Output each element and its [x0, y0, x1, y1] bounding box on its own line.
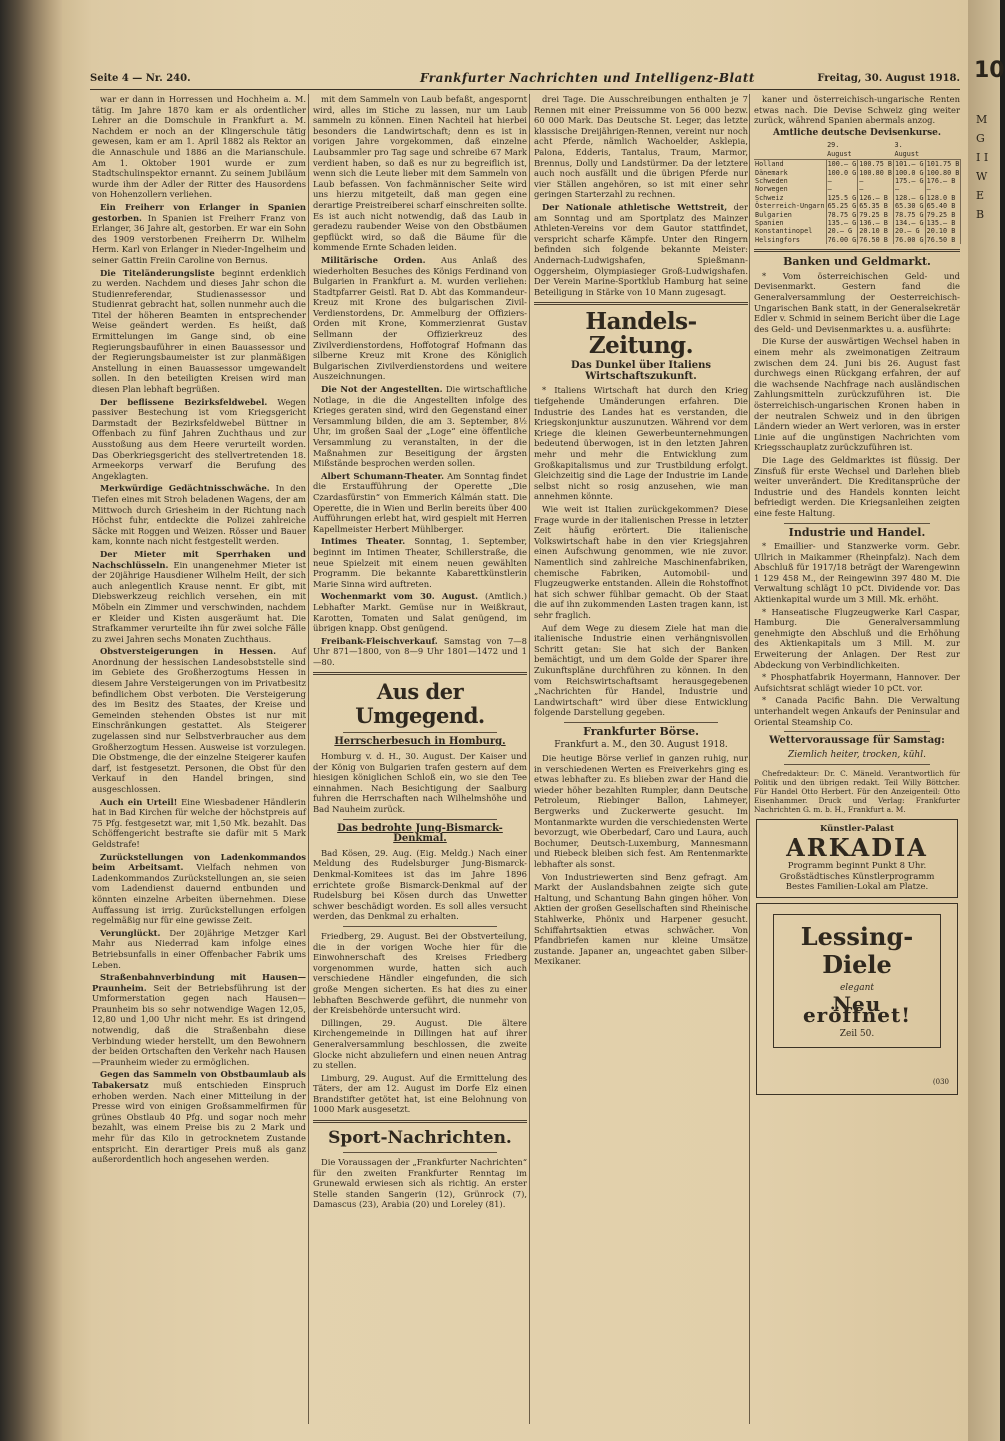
article-text: der am Sonntag und am Sportplatz des Mainzer Athleten-Vereins vor dem Gautor stattfindet, verspricht scharfe Kämpfe. Unter den Ringern befinden sich folgende bekannte Meister: Andernach-Ludwigshafen, Spießmann-Oggersheim, Olympiasieger Groß-Ludwigshafen. Der Verein Marine-Sportklub Hamburg hat seine Beteiligung in Stärke von 10 Mann zugesagt.	[534, 201, 748, 297]
currency-name: Bulgarien	[754, 211, 826, 219]
article-text: Der 20jährige Metzger Karl Mahr aus Niederrad kam infolge eines Betriebsunfalls in einer Offenbacher Fabrik ums Leben.	[92, 927, 306, 970]
article-text: war er dann in Horressen und Hochheim a. M. tätig. Im Jahre 1870 kam er als ordentlicher Lehrer an die Domschule in Frankfurt a. M. Nachdem er noch an der Klingerschule tätig gewesen, kam er am 1. April 1882 als Rektor an die Annaschule und 1886 an die Marianschule. Am 1. Oktober 1901 wurde er zum Stadtschulinspektor ernannt. Zu seinem Jubiläum wurde ihm der Adler der Ritter des Hausordens von Hohenzollern verliehen.	[92, 94, 306, 200]
divider	[784, 731, 930, 732]
article-text: muß entschieden Einspruch erhoben werden. Nach einer Mitteilung in der Presse wird von einigen Großsammelfirmen für grünes Obstlaub 40 Pfg. und sogar noch mehr bezahlt, was einem Preise bis zu 2 Mark und mehr für das Kilo in getrocknetem Zustande entspricht. Ein derartiger Preis muß als ganz außerordentlich hoch angesehen werden.	[92, 1080, 306, 1165]
article-text: * Canada Pacific Bahn. Die Verwaltung unterhandelt wegen Ankaufs der Peninsular and Oriental Steamship Co.	[754, 695, 960, 727]
issue-date: Freitag, 30. August 1918.	[817, 73, 960, 84]
ad-line: Programm beginnt Punkt 8 Uhr.	[787, 860, 927, 871]
currency-name: Norwegen	[754, 185, 826, 193]
divider	[343, 926, 497, 927]
currency-name: Schweden	[754, 177, 826, 185]
column-3	[534, 94, 748, 1424]
rate-cell: 100.75 B	[859, 160, 892, 169]
ad-line: elegant	[839, 982, 875, 993]
article-text: Wie weit ist Italien zurückgekommen? Diese Frage wurde in der italienischen Presse in letzter Zeit häufig erörtert. Die italienische Volkswirtschaft habe in den vier Kriegsjahren einen Aufschwung genommen, wie nie zuvor. Namentlich sind zahlreiche Maschinenfabriken, chemische Fabriken, Automobil- und Flugzeugwerke entstanden. Allein die Rohstoffnot hat sich schwer fühlbar gemacht. Ob der Staat die auf ihn zukommenden Lasten tragen kann, ist sehr fraglich.	[534, 504, 748, 620]
currency-name: Österreich-Ungarn	[755, 202, 825, 211]
article-text: Samstag von 7—8 Uhr 871—1800, von 8—9 Uhr 1801—1472 und 1—80.	[313, 635, 527, 667]
rate-cell: —	[858, 185, 894, 193]
section-rule	[313, 672, 527, 675]
weather-title: Wettervoraussage für Samstag:	[769, 735, 945, 747]
adjacent-page-text: M G I I W E B	[976, 113, 989, 221]
rate-cell: 134.— G	[894, 219, 924, 228]
boerse-date: Frankfurt a. M., den 30. August 1918.	[554, 740, 728, 751]
divider	[784, 764, 930, 765]
rate-cell: 101.75 B	[926, 160, 960, 169]
rate-cell: 128.0 B	[925, 194, 961, 202]
column-header	[858, 140, 894, 159]
column-4	[754, 94, 960, 1424]
newspaper-page	[62, 0, 968, 1441]
article-text: kaner und österreichisch-ungarische Renten etwas nach. Die Devise Schweiz ging weiter zurück, während Spanien abermals anzog.	[754, 94, 960, 126]
rate-cell: 135.— B	[925, 219, 961, 227]
ad-line: Bestes Familien-Lokal am Platze.	[785, 882, 929, 893]
rate-cell: 100.0 G	[827, 168, 857, 177]
rate-cell: —	[893, 185, 925, 193]
section-title-banken: Banken und Geldmarkt.	[783, 255, 931, 269]
rate-cell: 135.— G	[827, 219, 857, 228]
weather-forecast: Ziemlich heiter, trocken, kühl.	[788, 749, 926, 760]
rate-cell: 78.75 G	[827, 210, 857, 219]
column-header	[754, 140, 826, 159]
article-text: Die Kurse der auswärtigen Wechsel haben in einem mehr als zweimonatigen Zeitraum zwischen dem 24. Juni bis 26. August fast durchwegs einen Rückgang erfahren, der auf die wachsende Nachfrage nach ausländischen Zahlungsmitteln zurückzuführen ist. Die österreichisch-ungarischen Kronen haben in der neutralen Schweiz und in den übrigen Ländern wieder an Wert verloren, was in erster Linie auf die ungünstigen Nachrichten vom Kriegsschauplatz zurückzuführen ist.	[754, 336, 960, 453]
article-text: * Hanseatische Flugzeugwerke Karl Caspar, Hamburg. Die Generalversammlung genehmigte den Abschluß und die Erhöhung des Aktienkapitals um 3 Mill. M. zur Erweiterung der Anlagen. Der Rest zur Abdeckung von Verbindlichkeiten.	[754, 606, 960, 670]
rate-cell: 76.00 G	[827, 235, 857, 244]
article-text: mit dem Sammeln von Laub befaßt, angespornt wird, alles im Stiche zu lassen, nur um Laub sammeln zu können. Einen Nachteil hat hierbei besonders die Landwirtschaft; denn es ist in vorigen Jahre vorgekommen, daß einzelne Laubsammler pro Tag sage und schreibe 67 Mark verdient haben, so daß es nur zu begreiflich ist, wenn sich die Leute lieber mit dem Sammeln von Laub befassen. Von fachmännischer Seite wird uns hierzu mitgeteilt, daß man gegen eine derartige Preistreiberei scharf einschreiten sollte. Es ist auch nicht notwendig, daß das Laub in geradezu raubender Weise von den Obstbäumen gepflückt wird, so daß die Bäume für die kommende Ernte Schaden leiden.	[313, 94, 527, 253]
divider	[784, 523, 930, 524]
table-row	[754, 202, 961, 210]
article-text: beginnt erdenklich zu werden. Nachdem und dieses Jahr schon die Studienreferendar, Studienassessor und Studienrat gebracht hat, sollen nunmehr auch die Titel der höheren Beamten in entsprechender Weise geändert werden. Es heißt, daß Ermittelungen im Gange sind, ob eine Regierungsbauführer in einen Bauassessor und der Regierungsbaumeister ist zur planmäßigen Anstellung in einen Bauassessor umgewandelt sollen. In den beteiligten Kreisen wird man diesen Plan lebhaft begrüßen.	[92, 267, 306, 395]
article-heading: Merkwürdige Gedächtnisschwäche.	[100, 483, 270, 494]
table-row	[754, 211, 961, 219]
masthead: Frankfurter Nachrichten und Intelligenz-Blatt	[420, 71, 755, 85]
header-rule	[90, 89, 960, 90]
article-text: Ein unangenehmer Mieter ist der 20jährige Hausdiener Wilhelm Heilt, der sich auch anlegentlich Krause nennt. Er gibt, mit Diebswerkzeug reichlich versehen, ein mit Möbeln ein Zimmer und verschwinden, nachdem er Kleider und Kisten ausgeräumt hat. Die Strafkammer verurteilte ihn für zwei solche Fälle zu zwei Jahren sechs Monaten Zuchthaus.	[92, 559, 306, 644]
article-heading: Verunglückt.	[100, 927, 161, 938]
rate-cell: 76.50 B	[858, 236, 894, 244]
rate-cell: 20.10 B	[858, 227, 894, 235]
divider	[343, 1152, 497, 1153]
section-title-sport: Sport-Nachrichten.	[328, 1128, 512, 1149]
rate-cell: 126.— B	[858, 194, 894, 202]
rate-cell: 20.— G	[826, 227, 858, 235]
advertisement-lessing-diele	[756, 903, 958, 1095]
article-text: Vielfach nehmen von Ladenkommandos Zurückstellungen an, sie seien vom Ladendienst dauernd entbunden und könnten einzelne Arbeiten übernehmen. Diese Auffassung ist irrig. Zurückstellungen erfolgen regelmäßig nur für eine gewisse Zeit.	[92, 862, 307, 926]
article-text: Dillingen, 29. August. Die ältere Kirchengemeinde in Dillingen hat auf ihrer Generalversammlung beschlossen, die zweite Glocke nicht abzuliefern und einen neuen Antrag zu stellen.	[313, 1017, 527, 1071]
section-title-umgegend: Aus der Umgegend.	[355, 679, 485, 729]
rate-cell: 100.0 G	[894, 168, 924, 177]
column-rule	[749, 94, 750, 1424]
page-number: Seite 4 — Nr. 240.	[90, 73, 191, 84]
devisen-title: Amtliche deutsche Devisenkurse.	[772, 127, 942, 138]
rate-cell: 100.80 B	[926, 168, 960, 177]
subheading-herrscherbesuch: Herrscherbesuch in Homburg.	[334, 736, 506, 748]
rate-cell: 20.— G	[893, 227, 925, 235]
rate-cell: 65.40 B	[925, 202, 961, 210]
adjacent-page-number: 10	[974, 58, 1005, 83]
section-rule	[534, 302, 748, 305]
rate-cell: 176.— B	[925, 177, 961, 185]
table-header-row	[754, 140, 961, 159]
currency-name: Holland	[754, 160, 826, 169]
rate-cell: 76.00 G	[894, 235, 924, 244]
article-text: Von Industriewerten sind Benz gefragt. Am Markt der Auslandsbahnen zeigte sich gute Haltung, und Schantung Bahn gingen höher. Von Aktien der großen Gesellschaften sind Rheinische Stahlwerke, Phönix und Harpener gesucht. Schiffahrtsaktien etwas schwächer. Von Pfandbriefen kamen nur kleine Umsätze zustande. Japaner an, ungeachtet gaben Silber-Mexikaner.	[534, 871, 748, 967]
article-heading: Die Not der Angestellten.	[321, 384, 443, 395]
section-rule	[313, 1120, 527, 1123]
section-rule	[754, 249, 960, 252]
divider	[564, 722, 718, 723]
ad-frame	[773, 914, 941, 1048]
ad-line: Großstädtisches Künstlerprogramm	[779, 871, 935, 882]
subheading-italien: Das Dunkel über Italiens Wirtschaftszukunft.	[570, 360, 712, 382]
column-header: 3. August	[893, 140, 925, 159]
article-text: Aus Anlaß des wiederholten Besuches des Königs Ferdinand von Bulgarien in Frankfurt a. M. wurden verliehen: Stadtpfarrer Geistl. Rat D. Abt das Kommandeur-Kreuz mit Krone des bulgarischen Zivil-Verdienstordens, Dr. Ammelburg der Offiziers-Orden mit Krone, Kommerzienrat Gustav Sellmann der Offizierkreuz des Zivilverdienstordens, Hoffotograf Hofmann das silberne Kreuz mit Krone des Königlich Bulgarischen Zivilverdienstordens und weitere Auszeichnungen.	[313, 254, 527, 382]
article-text: Die heutige Börse verlief in ganzen ruhig, nur in verschiedenen Werten es Freiverkehrs ging es etwas lebhafter zu. Es blieben zwar der Hand die wieder höher bezahlten Rumpler, dann Deutsche Petroleum, Riebinger Ballon, Lahmeyer, Bergwerks und Zuckerwerte gesucht. Im Montanmarkte wurden die verschiedensten Werte bevorzugt, wie Oberbedarf, Caro und Laura, auch Bochumer, Deutsch-Luxemburg, Mannesmann und Riebeck bleiben sich fest. Am Rentenmarkte lebhafter als sonst.	[534, 753, 748, 869]
rate-cell: —	[826, 185, 858, 193]
article-text: Auf dem Wege zu diesem Ziele hat man die italienische Industrie einen verhängnisvollen Schritt getan: Sie hat sich der Banken bemächtigt, und um dem Golde der Sparer ihre Zukunftspläne durchführen zu können. In den vom Reichswirtschaftsamt herausgegebenen „Nachrichten für Handel, Industrie und Landwirtschaft“ wird über diese Entwicklung folgende Darstellung gegeben.	[534, 622, 748, 718]
advertisement-arkadia	[756, 819, 958, 897]
article-text: * Phosphatfabrik Hoyermann, Hannover. Der Aufsichtsrat schlägt wieder 10 pCt. vor.	[754, 672, 960, 693]
table-row	[754, 169, 961, 177]
article-heading: Der beflissene Bezirksfeldwebel.	[100, 396, 268, 407]
rate-cell: —	[858, 177, 894, 185]
rate-cell: 100.— G	[827, 160, 857, 169]
rate-cell: 101.— G	[894, 160, 924, 169]
article-heading: Auch ein Urteil!	[100, 796, 178, 807]
article-heading: Freibank-Fleischverkauf.	[321, 635, 438, 646]
column-rule	[308, 94, 309, 1424]
rate-cell: 65.25 G	[827, 202, 857, 211]
ad-address: Zeil 50.	[839, 1028, 875, 1039]
article-text: Die wirtschaftliche Notlage, in die die Angestellten infolge des Krieges geraten sind, wird den Gegenstand einer Versammlung bilden, die am 3. September, 8½ Uhr, im großen Saal der „Loge“ eine öffentliche Versammlung zu veranstalten, in der die Maßnahmen zur Beseitigung der ärgsten Mißstände besprochen werden sollen.	[313, 384, 527, 469]
table-row	[754, 194, 961, 202]
table-row	[754, 236, 961, 244]
article-heading: Ein Freiherr von Erlanger in Spanien gestorben.	[92, 201, 306, 223]
article-heading: Straßenbahnverbindung mit Hausen—Praunheim.	[92, 972, 306, 993]
article-heading: Der Mieter mit Sperrhaken und Nachschlüsseln.	[92, 548, 306, 570]
article-heading: Wochenmarkt vom 30. August.	[321, 591, 478, 602]
rate-cell: 20.10 B	[925, 227, 961, 235]
article-text: (Amtlich.) Lebhafter Markt. Gemüse nur in Weißkraut, Karotten, Tomaten und Salat genügend, im übrigen knapp. Obst genügend.	[313, 591, 527, 634]
rate-cell: 128.— G	[894, 193, 924, 202]
article-text: Seit der Betriebsführung ist der Umformerstation gegen nach Hausen—Praunheim bis so sehr notwendige Wagen 12,05, 12,80 und 1,00 Uhr nicht mehr. Es ist dringend notwendig, daß die Straßenbahn diese Verbindung wieder herstellt, um den Bewohnern der beiden Ortschaften den Verkehr nach Hausen—Praunheim wieder zu ermöglichen.	[92, 982, 306, 1067]
ad-title: Lessing-Diele	[800, 921, 914, 979]
impressum: Chefredakteur: Dr. C. Mäneld. Verantwortlich für Politik und den übrigen redakt. Teil Willy Böttcher. Für Handel Otto Herbert. Für den Anzeigenteil: Otto Eisenhammer. Druck und Verlag: Frankfurter Nachrichten G. m. b. H., Frankfurt a. M.	[754, 769, 960, 815]
page-header	[90, 70, 960, 90]
article-text: Friedberg, 29. August. Bei der Obstverteilung, die in der vorigen Woche hier für die Einwohnerschaft des Kreises Friedberg vorgenommen wurde, hatten sich auch verschiedene Händler eingefunden, die sich große Mengen sicherten. Es hat dies zu einer lebhaften Beschwerde geführt, die nunmehr von der Kreisbehörde untersucht wird.	[313, 930, 527, 1016]
article-text: * Emaillier- und Stanzwerke vorm. Gebr. Ullrich in Maikammer (Rheinpfalz). Nach dem Abschluß für 1917/18 beträgt der Warengewinn 1 129 458 M., der Reingewinn 397 480 M. Die Verwaltung schlägt 10 pCt. Dividende vor. Das Aktienkapital wurde um 3 Mill. Mk. erhöht.	[754, 541, 960, 605]
article-text: In den Tiefen eines mit Stroh beladenen Wagens, der am Mittwoch durch Griesheim in der Richtung nach Höchst fuhr, entdeckte die Polizei zahlreiche Säcke mit Roggen und Weizen. Rösser und Bauer kam, konnte nach nicht festgestellt werden.	[92, 483, 306, 547]
article-text: drei Tage. Die Ausschreibungen enthalten je 7 Rennen mit einer Preissumme von 56 000 bezw. 60 000 Mark. Das Deutsche St. Leger, das letzte klassische Dreijährigen-Rennen, vereint nur noch acht Pferde, nämlich Wachoelder, Asklepia, Palona, Edderis, Tantalus, Traum, Marmor, Brennus, Dolly und Landstürmer. Da der letztere auch noch ausfällt und die übrigen Pferde nur vier Ställen angehören, so ist mit einer sehr geringen Starterzahl zu rechnen.	[534, 94, 748, 200]
article-heading: Obstversteigerungen in Hessen.	[100, 646, 277, 657]
currency-name: Konstantinopel	[754, 227, 826, 235]
currency-name: Dänemark	[754, 169, 826, 177]
ad-line: Künstler-Palast	[819, 824, 895, 835]
currency-name: Helsingfors	[754, 236, 826, 244]
article-text: Wegen passiver Bestechung ist vom Kriegsgericht Darmstadt der Bezirksfeldwebel Büttner in Offenbach zu fünf Jahren Zuchthaus und zur Ausstoßung aus dem Heere verurteilt worden. Das Oberkriegsgericht des stellvertretenden 18. Armeekorps verwarf die Berufung des Angeklagten.	[92, 396, 307, 481]
subheading-bismarck-denkmal: Das bedrohte Jung-Bismarck-Denkmal.	[337, 822, 503, 845]
article-text: * Italiens Wirtschaft hat durch den Krieg tiefgehende Umänderungen erfahren. Die Industrie des Landes hat es verstanden, die Kriegskonjunktur auszunutzen. Während vor dem Kriege die kleinen Gewerbeunternehmungen bedeutend überwogen, ist in den letzten Jahren mehr und mehr die Entwicklung zum Großkapitalismus und zur Trustbildung erfolgt. Gleichzeitig sind die Lage der Industrie im Lande selbst nicht so rosig anzusehen, wie man annehmen könnte.	[534, 385, 748, 502]
article-text: Bad Kösen, 29. Aug. (Eig. Meldg.) Nach einer Meldung des Rudelsburger Jung-Bismarck-Denkmal-Komitees ist das im Jahre 1896 errichtete große Bismarck-Denkmal auf der Rudelsburg bei Kösen durch das Unwetter schwer beschädigt worden. Es soll alles versucht werden, das Denkmal zu erhalten.	[313, 847, 527, 922]
adjacent-page-edge	[968, 0, 1005, 1441]
column-header: 29. August	[826, 140, 858, 159]
article-text: Die Lage des Geldmarktes ist flüssig. Der Zinsfuß für erste Wechsel und Darlehen blieb weiter unverändert. Die Kreditansprüche der Industrie und des Handels konnten leicht befriedigt werden. Die Kriegsanleihen zeigten eine feste Haltung.	[754, 454, 960, 518]
article-heading: Die Titeländerungsliste	[100, 267, 215, 278]
article-heading: Gegen das Sammeln von Obstbaumlaub als Tabakersatz	[92, 1069, 306, 1091]
rate-cell: 79.25 B	[925, 211, 961, 219]
currency-name: Spanien	[754, 219, 826, 227]
column-2	[313, 94, 527, 1424]
divider	[343, 819, 497, 820]
section-title-industrie: Industrie und Handel.	[788, 525, 926, 539]
ad-title: ARKADIA	[786, 832, 928, 862]
column-header	[925, 140, 961, 159]
rate-cell: 125.5 G	[827, 193, 857, 202]
article-text: Die Voraussagen der „Frankfurter Nachrichten“ für den zweiten Frankfurter Renntag im Grunewald erwiesen sich als richtig. An erster Stelle standen Sangerin (12), Grünrock (7), Damascus (23), Arabia (20) und Loreley (81).	[313, 1157, 527, 1210]
book-spine	[0, 0, 62, 1441]
ad-code: (030	[932, 1078, 949, 1087]
article-text: Limburg, 29. August. Auf die Ermittelung des Täters, der am 12. August im Dorfe Elz einen Brandstifter getötet hat, ist eine Belohnung von 1000 Mark ausgesetzt.	[313, 1072, 527, 1115]
rate-cell: 65.35 B	[858, 202, 894, 210]
table-row	[754, 227, 961, 235]
rate-cell: —	[826, 177, 858, 185]
article-heading: Intimes Theater.	[321, 536, 406, 547]
article-text: Sonntag, 1. September, beginnt im Intimen Theater, Schillerstraße, die neue Spielzeit mit einem neuen gewählten Programm. Die bekannte Kabarettkünstlerin Marie Sinna wird auftreten.	[313, 536, 527, 589]
article-text: Homburg v. d. H., 30. August. Der Kaiser und der König von Bulgarien trafen gestern auf dem hiesigen königlichen Schloß ein, wo sie den Tee einnahmen. Nach Besichtigung der Saalburg fuhren die Herrschaften nach Wilhelmshöhe und Bad Nauheim zurück.	[313, 751, 527, 815]
subheading-boerse: Frankfurter Börse.	[583, 724, 699, 738]
rate-cell: 79.25 B	[858, 211, 894, 219]
article-text: Eine Wiesbadener Händlerin hat in Bad Kirchen für welche der höchstpreis auf 75 Pfg. festgesetzt war, mit 1,50 Mk. bezahlt. Das Schöffengericht bestrafte sie dafür mit 5 Mark Geldstrafe!	[92, 796, 306, 849]
rate-cell: 100.80 B	[859, 168, 892, 177]
table-row	[754, 219, 961, 227]
section-title-handel: Handels-Zeitung.	[585, 308, 697, 360]
ad-line: Neu eröffnet!	[802, 992, 912, 1027]
article-text: Am Sonntag findet die Erstaufführung der Operette „Die Czardasfürstin“ von Emmerich Kálmán statt. Die Operette, die in Wien und Berlin bereits über 400 Aufführungen erlebt hat, wird gespielt mit Herren Kapellmeister Herbert Mühlberger.	[313, 470, 527, 534]
table-row	[754, 177, 961, 185]
divider	[343, 732, 497, 733]
column-rule	[529, 94, 530, 1424]
table-row	[754, 185, 961, 193]
article-heading: Zurückstellungen von Ladenkommandos beim Arbeitsamt.	[92, 851, 306, 873]
table-row	[754, 160, 961, 169]
article-heading: Albert Schumann-Theater.	[321, 470, 445, 481]
rate-cell: 175.— G	[894, 177, 924, 185]
devisen-table	[754, 140, 961, 244]
rate-cell: 78.75 G	[894, 210, 924, 219]
rate-cell: 136.— B	[858, 219, 894, 227]
rate-cell: —	[925, 185, 961, 193]
article-text: * Vom österreichischen Geld- und Devisenmarkt. Gestern fand die Generalversammlung der Oesterreichisch-Ungarischen Bank statt, in der Generalsekretär Edler v. Schmid in seinem Bericht über die Lage des Geld- und Devisenmarktes u. a. ausführte:	[754, 270, 960, 334]
article-heading: Militärische Orden.	[321, 254, 426, 265]
article-text: Auf Anordnung der hessischen Landesobststelle sind im Gebiete des Großherzogtums Hessen in diesem Jahre Versteigerungen von im Privatbesitz befindlichem Obst verboten. Die Versteigerung des im Besitz des Staates, der Kreise und Gemeinden stehenden Obstes ist nur mit Einschränkungen gestattet. Als Steigerer zugelassen sind nur Selbstverbraucher aus dem Großherzogtum Hessen. Ausweise ist vorzulegen. Die Obstmenge, die der einzelne Steigerer kaufen darf, ist festgesetzt. Personen, die Obst für den Verkauf in den Handel bringen, sind ausgeschlossen.	[92, 646, 307, 794]
rate-cell: 65.30 G	[894, 202, 924, 211]
currency-name: Schweiz	[754, 194, 826, 202]
article-text: In Spanien ist Freiherr Franz von Erlanger, 36 Jahre alt, gestorben. Er war ein Sohn des 1909 verstorbenen Freiherrn Dr. Wilhelm Herm. Karl von Erlanger in Nieder-Ingelheim und seiner Gattin Freiin Caroline von Bernus.	[92, 212, 306, 265]
rate-cell: 76.50 B	[925, 236, 961, 244]
column-1	[92, 94, 306, 1424]
article-heading: Der Nationale athletische Wettstreit,	[542, 201, 728, 212]
